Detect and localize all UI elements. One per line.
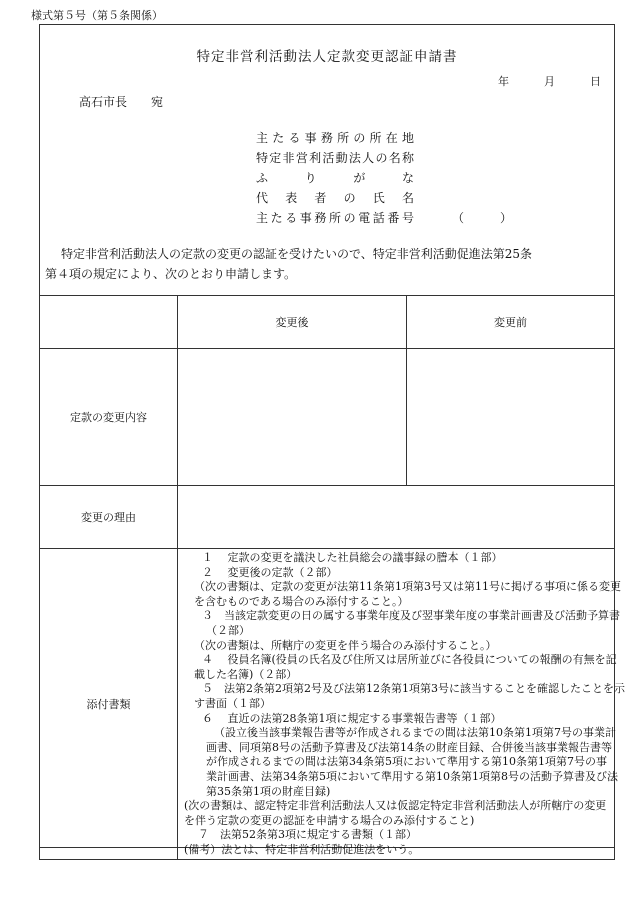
list-item: ２ 変更後の定款（２部） — [202, 565, 338, 579]
statement-line: 特定非営利活動法人の定款の変更の認証を受けたいので、特定非営利活動促進法第25条 — [61, 247, 533, 261]
list-item: （２部） — [206, 623, 250, 637]
list-item: 第35条第1項の財産目録) — [206, 784, 331, 798]
list-item: ７ 法第52条第3項に規定する書類（１部） — [198, 828, 417, 842]
statement-line: 第４項の規定により、次のとおり申請します。 — [45, 267, 297, 281]
field-representative — [256, 189, 512, 209]
list-item: (次の書類は、認定特定非営利活動法人又は仮認定特定非営利活動法人が所轄庁の変更 — [184, 799, 607, 813]
form-number: 様式第５号（第５条関係） — [31, 9, 163, 22]
addressee: 高石市長 宛 — [79, 95, 164, 109]
list-item: ４ 役員名簿(役員の氏名及び住所又は居所並びに各役員についての報酬の有無を記 — [202, 653, 617, 667]
list-item: 画書、同項第8号の活動予算書及び法第14条の財産目録、合併後当該事業報告書等 — [206, 740, 612, 754]
list-item: 業計画書、法第34条第5項において準用する第10条第1項第8号の活動予算書及び法 — [206, 769, 618, 783]
request-statement — [45, 244, 610, 284]
date-year: 年 — [498, 75, 509, 88]
list-item: を含むものである場合のみ添付すること。） — [194, 594, 409, 608]
header-blank — [40, 296, 178, 349]
amendment-table — [39, 295, 625, 860]
table-row-content — [40, 349, 615, 486]
field-label: ふりがな — [256, 171, 414, 185]
list-item: （次の書類は、定款の変更が法第11条第1項第3号又は第11号に掲げる事項に係る変更 — [194, 580, 621, 594]
application-form — [39, 24, 625, 856]
cell-after-content[interactable] — [178, 349, 407, 486]
table-row-reason — [40, 486, 615, 549]
phone-area-code: （ ） — [452, 211, 513, 225]
field-label: 主たる事務所の電話番号 — [256, 211, 414, 225]
list-item: が作成されるまでの間は法第34条第5項において準用する第10条第1項第7号の事 — [206, 755, 607, 769]
date-day: 日 — [590, 75, 601, 88]
list-item: す書面（１部） — [194, 696, 271, 710]
row-label-attachments: 添付書類 — [40, 549, 178, 860]
cell-before-content[interactable] — [407, 349, 615, 486]
list-item: （次の書類は、所轄庁の変更を伴う場合のみ添付すること。） — [194, 638, 497, 652]
header-after: 変更後 — [178, 296, 407, 349]
cell-reason[interactable] — [178, 486, 615, 549]
date-line — [498, 73, 601, 89]
attachments-list — [178, 549, 625, 860]
list-item: ３ 当該定款変更の日の属する事業年度及び翌事業年度の事業計画書及び活動予算書 — [202, 609, 620, 623]
table-row-attachments — [40, 549, 615, 860]
list-item: を伴う定款の変更の認証を申請する場合のみ添付すること) — [184, 813, 475, 827]
header-before: 変更前 — [407, 296, 615, 349]
field-label: 主たる事務所の所在地 — [256, 131, 414, 145]
list-item: (備考）法とは、特定非営利活動促進法をいう。 — [184, 842, 420, 856]
field-furigana — [256, 169, 512, 189]
field-corp-name — [256, 149, 512, 169]
field-phone — [256, 209, 512, 229]
field-label: 特定非営利活動法人の名称 — [256, 151, 414, 165]
list-item: ６ 直近の法第28条第1項に規定する事業報告書等（１部） — [202, 711, 502, 725]
list-item: １ 定款の変更を議決した社員総会の議事録の謄本（１部） — [202, 551, 503, 564]
list-item: （設立後当該事業報告書等が作成されるまでの間は法第10条第1項第7号の事業計 — [214, 726, 616, 740]
field-label: 代表者の氏名 — [256, 191, 414, 205]
table-header-row — [40, 296, 615, 349]
list-item: ５ 法第2条第2項第2号及び法第12条第1項第3号に該当することを確認したことを示 — [202, 682, 625, 696]
date-month: 月 — [544, 75, 555, 88]
row-label-reason: 変更の理由 — [40, 486, 178, 549]
applicant-fields — [256, 129, 512, 229]
list-item: 載した名簿)（２部） — [194, 667, 298, 681]
field-office-address — [256, 129, 512, 149]
row-label-content: 定款の変更内容 — [40, 349, 178, 486]
form-title: 特定非営利活動法人定款変更認証申請書 — [196, 49, 458, 65]
